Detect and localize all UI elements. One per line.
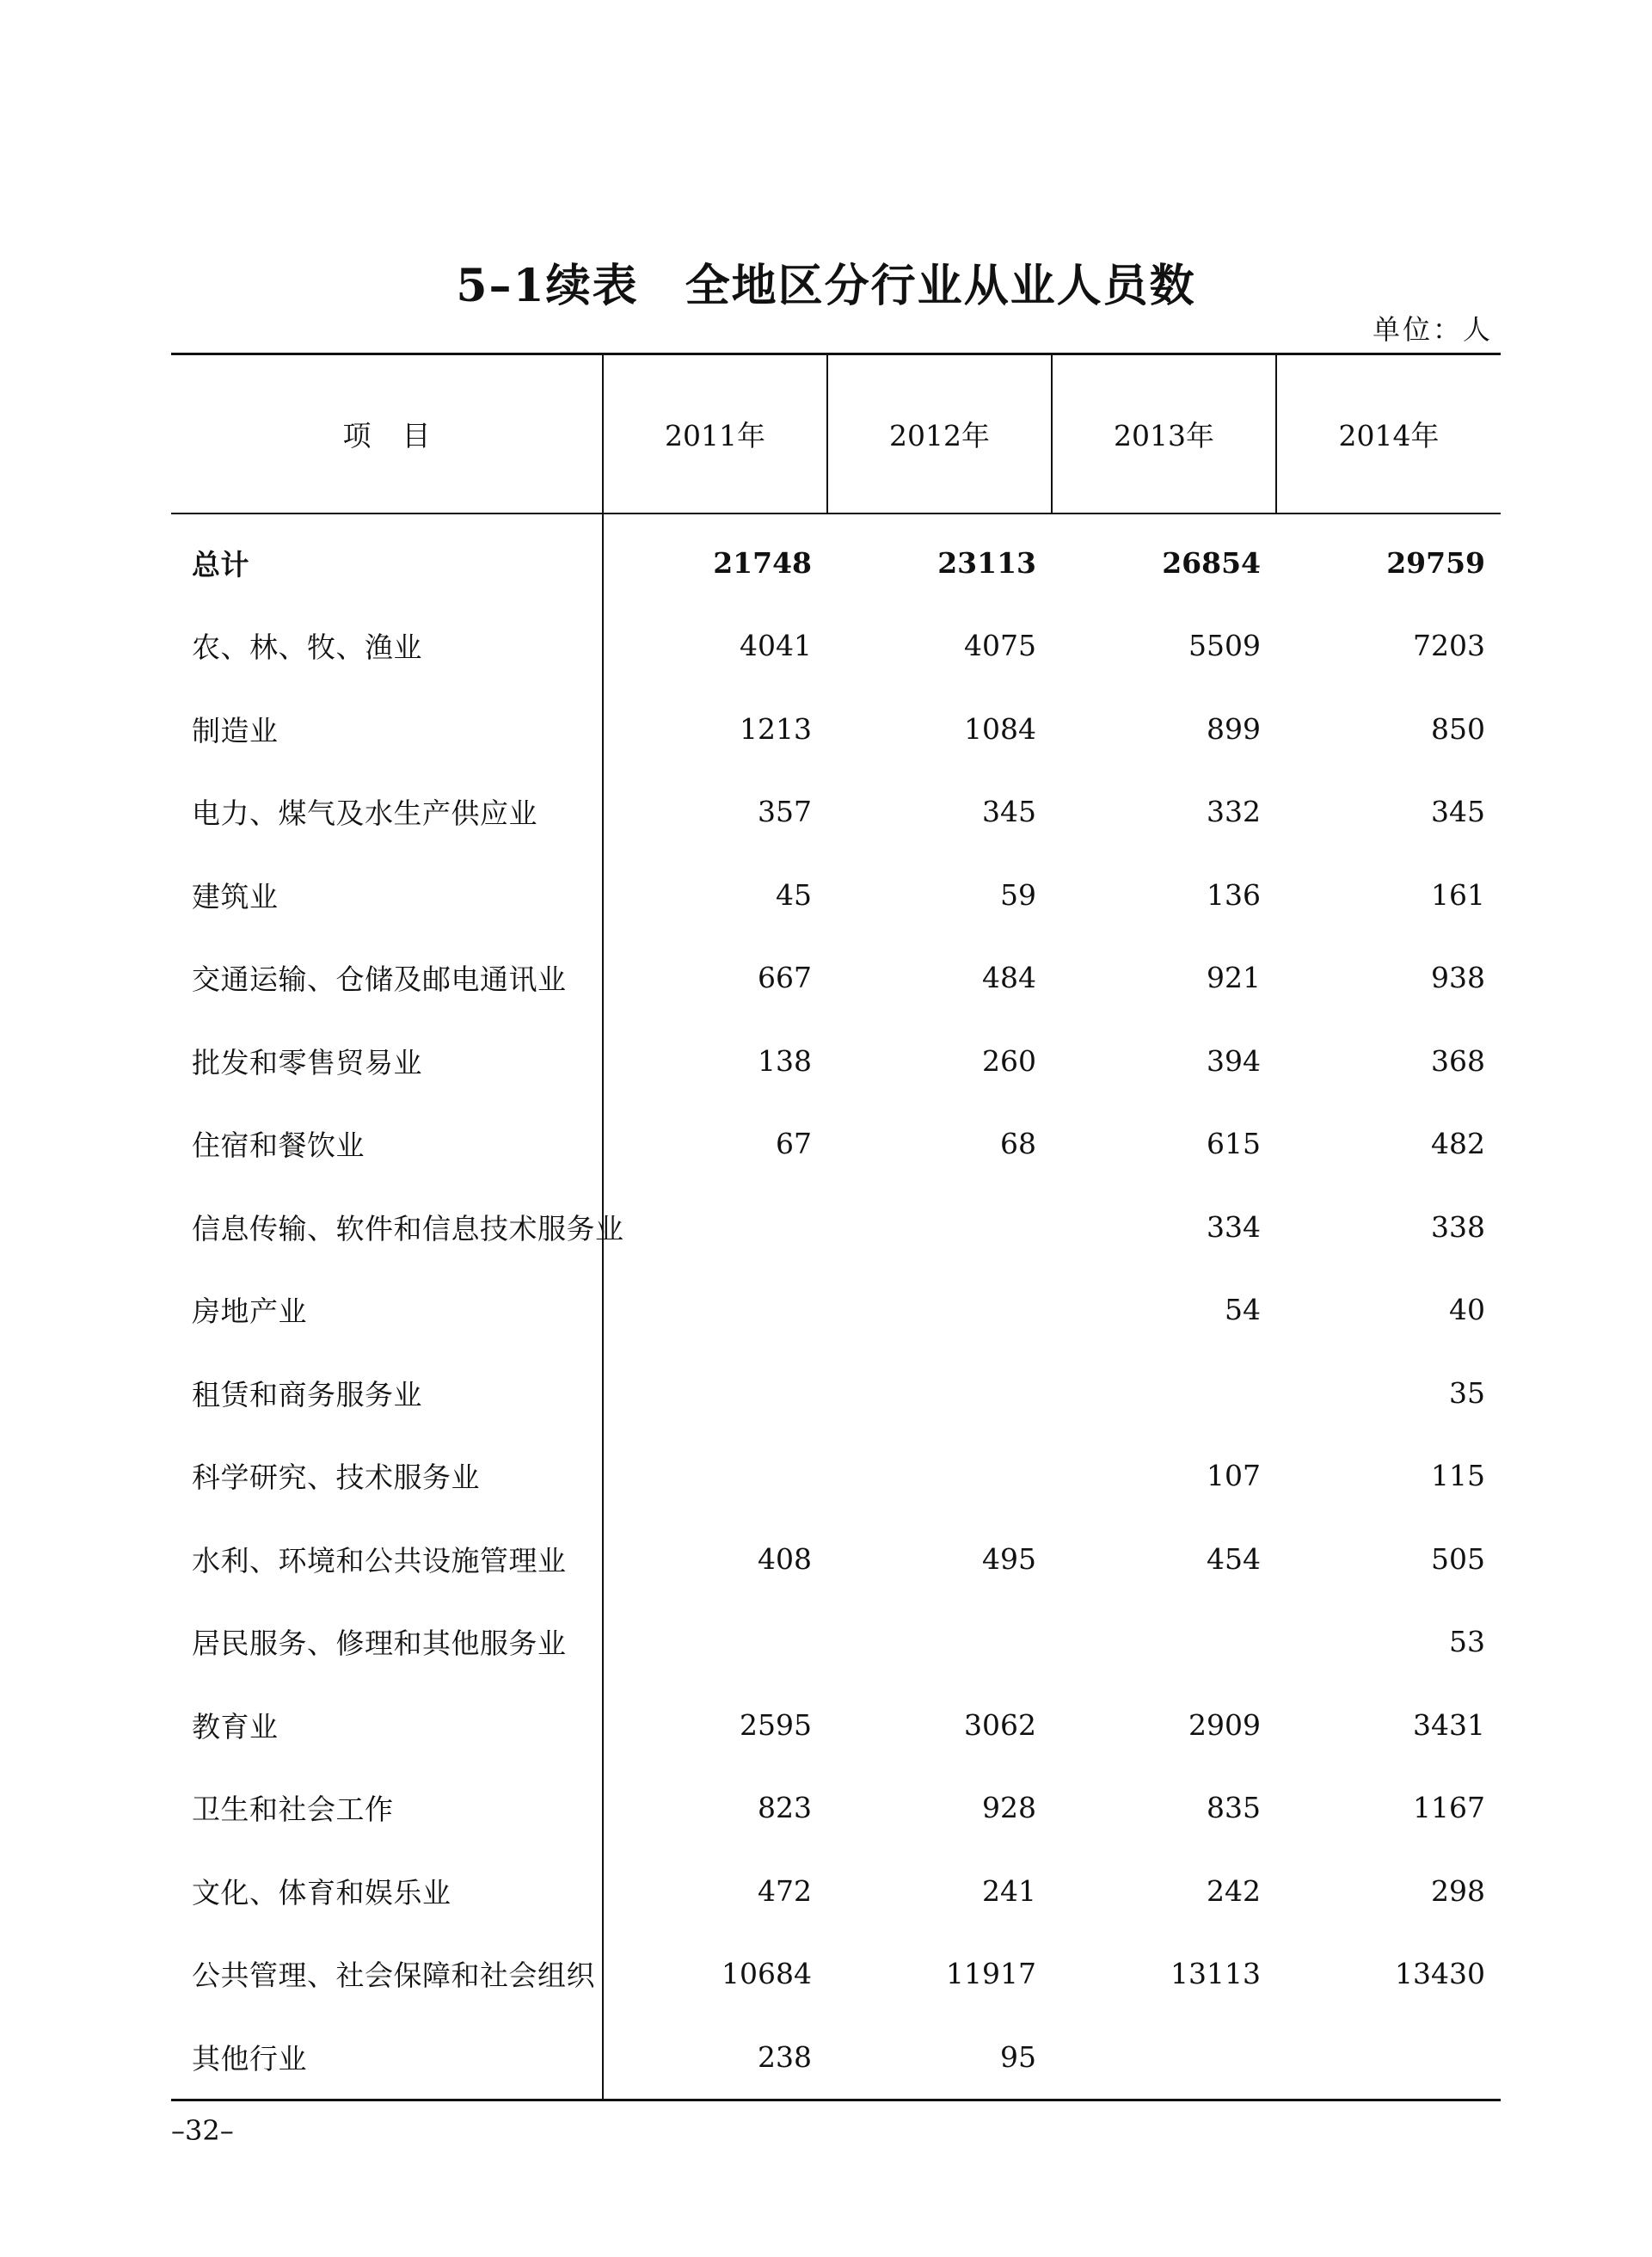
value-cell-2012: 241 bbox=[982, 1873, 1036, 1908]
industry-name: 教育业 bbox=[171, 1683, 603, 1767]
table-row bbox=[171, 1019, 1501, 1103]
value-cell-2014: 13430 bbox=[1395, 1957, 1485, 1991]
value-cell-2014: 1167 bbox=[1413, 1791, 1485, 1825]
table-row bbox=[171, 853, 1501, 937]
industry-name: 其他行业 bbox=[171, 2015, 603, 2100]
value-cell-2012: 68 bbox=[1000, 1127, 1036, 1161]
value-cell-2011: 45 bbox=[776, 877, 812, 912]
table-row bbox=[171, 2015, 1501, 2100]
table-header bbox=[171, 354, 1501, 514]
table-row bbox=[171, 937, 1501, 1020]
value-cell-2011: 67 bbox=[776, 1127, 812, 1161]
header-year-2011: 2011年 bbox=[603, 354, 827, 514]
value-cell-2012: 484 bbox=[982, 961, 1036, 995]
value-cell-2013: 26854 bbox=[1162, 545, 1261, 580]
table-row bbox=[171, 1601, 1501, 1684]
value-cell-2014: 298 bbox=[1431, 1873, 1485, 1908]
header-year-2012: 2012年 bbox=[827, 354, 1052, 514]
industry-name: 房地产业 bbox=[171, 1269, 603, 1352]
value-cell-2014 bbox=[1276, 2015, 1501, 2100]
industry-name: 卫生和社会工作 bbox=[171, 1767, 603, 1850]
value-cell-2013 bbox=[1052, 1601, 1276, 1684]
value-cell-2013: 332 bbox=[1207, 795, 1261, 829]
value-cell-2012 bbox=[827, 1435, 1052, 1518]
value-cell-2013: 394 bbox=[1207, 1043, 1261, 1078]
industry-name: 文化、体育和娱乐业 bbox=[171, 1849, 603, 1933]
industry-name: 租赁和商务服务业 bbox=[171, 1351, 603, 1435]
table-row bbox=[171, 1933, 1501, 2016]
industry-name: 信息传输、软件和信息技术服务业 bbox=[171, 1185, 603, 1269]
value-cell-2014: 938 bbox=[1431, 961, 1485, 995]
value-cell-2012: 928 bbox=[982, 1791, 1036, 1825]
value-cell-2011: 238 bbox=[758, 2039, 812, 2074]
table-row bbox=[171, 771, 1501, 854]
value-cell-2014: 29759 bbox=[1386, 545, 1485, 580]
industry-name: 农、林、牧、渔业 bbox=[171, 605, 603, 688]
value-cell-2012: 1084 bbox=[964, 711, 1036, 746]
table-row-total bbox=[171, 514, 1501, 605]
industry-name: 公共管理、社会保障和社会组织 bbox=[171, 1933, 603, 2016]
value-cell-2012: 59 bbox=[1000, 877, 1036, 912]
table-row bbox=[171, 1849, 1501, 1933]
value-cell-2012 bbox=[827, 1351, 1052, 1435]
value-cell-2014: 345 bbox=[1431, 795, 1485, 829]
value-cell-2012 bbox=[827, 1601, 1052, 1684]
table-row bbox=[171, 1185, 1501, 1269]
header-year-2013: 2013年 bbox=[1052, 354, 1276, 514]
industry-name: 制造业 bbox=[171, 687, 603, 771]
value-cell-2013: 13113 bbox=[1170, 1957, 1261, 1991]
industry-name: 交通运输、仓储及邮电通讯业 bbox=[171, 937, 603, 1020]
industry-name: 电力、煤气及水生产供应业 bbox=[171, 771, 603, 854]
value-cell-2011: 21748 bbox=[713, 545, 812, 580]
value-cell-2013: 334 bbox=[1207, 1209, 1261, 1244]
industry-name: 总计 bbox=[171, 514, 603, 605]
header-row bbox=[171, 354, 1501, 514]
value-cell-2011: 4041 bbox=[740, 629, 812, 663]
table-row bbox=[171, 605, 1501, 688]
value-cell-2014: 368 bbox=[1431, 1043, 1485, 1078]
value-cell-2014: 338 bbox=[1431, 1209, 1485, 1244]
industry-name: 建筑业 bbox=[171, 853, 603, 937]
value-cell-2014: 161 bbox=[1431, 877, 1485, 912]
industry-name: 居民服务、修理和其他服务业 bbox=[171, 1601, 603, 1684]
value-cell-2013: 54 bbox=[1225, 1293, 1261, 1327]
value-cell-2012: 260 bbox=[982, 1043, 1036, 1078]
header-year-2014: 2014年 bbox=[1276, 354, 1501, 514]
value-cell-2013 bbox=[1052, 2015, 1276, 2100]
table-row bbox=[171, 1435, 1501, 1518]
value-cell-2013: 107 bbox=[1207, 1459, 1261, 1493]
value-cell-2012: 3062 bbox=[964, 1707, 1036, 1742]
statistics-table-container bbox=[171, 353, 1501, 2101]
value-cell-2014: 505 bbox=[1431, 1541, 1485, 1576]
page-number: –32– bbox=[171, 2114, 234, 2147]
header-item: 项目 bbox=[171, 354, 603, 514]
value-cell-2011: 138 bbox=[758, 1043, 812, 1078]
value-cell-2011 bbox=[603, 1601, 827, 1684]
value-cell-2014: 115 bbox=[1431, 1459, 1485, 1493]
value-cell-2012: 345 bbox=[982, 795, 1036, 829]
employment-by-industry-table bbox=[171, 353, 1501, 2101]
table-row bbox=[171, 1351, 1501, 1435]
value-cell-2011: 1213 bbox=[740, 711, 812, 746]
value-cell-2011: 2595 bbox=[740, 1707, 812, 1742]
table-row bbox=[171, 1767, 1501, 1850]
value-cell-2012: 4075 bbox=[964, 629, 1036, 663]
value-cell-2011 bbox=[603, 1435, 827, 1518]
value-cell-2011: 472 bbox=[758, 1873, 812, 1908]
value-cell-2011: 408 bbox=[758, 1541, 812, 1576]
value-cell-2012: 95 bbox=[1000, 2039, 1036, 2074]
value-cell-2014: 7203 bbox=[1413, 629, 1485, 663]
value-cell-2012: 23113 bbox=[937, 545, 1036, 580]
value-cell-2012: 495 bbox=[982, 1541, 1036, 1576]
industry-name: 水利、环境和公共设施管理业 bbox=[171, 1517, 603, 1601]
value-cell-2013: 5509 bbox=[1188, 629, 1261, 663]
value-cell-2014: 40 bbox=[1449, 1293, 1485, 1327]
table-body bbox=[171, 514, 1501, 2100]
value-cell-2014: 850 bbox=[1431, 711, 1485, 746]
unit-label: 单位：人 bbox=[1372, 313, 1493, 346]
value-cell-2012 bbox=[827, 1269, 1052, 1352]
value-cell-2013: 899 bbox=[1207, 711, 1261, 746]
table-row bbox=[171, 1103, 1501, 1186]
value-cell-2013: 921 bbox=[1207, 961, 1261, 995]
industry-name: 批发和零售贸易业 bbox=[171, 1019, 603, 1103]
value-cell-2011 bbox=[603, 1185, 827, 1269]
value-cell-2014: 53 bbox=[1449, 1625, 1485, 1659]
value-cell-2011: 823 bbox=[758, 1791, 812, 1825]
value-cell-2014: 35 bbox=[1449, 1375, 1485, 1410]
value-cell-2013: 454 bbox=[1207, 1541, 1261, 1576]
value-cell-2013 bbox=[1052, 1351, 1276, 1435]
table-row bbox=[171, 687, 1501, 771]
industry-name: 住宿和餐饮业 bbox=[171, 1103, 603, 1186]
value-cell-2011 bbox=[603, 1269, 827, 1352]
table-row bbox=[171, 1269, 1501, 1352]
value-cell-2011 bbox=[603, 1351, 827, 1435]
value-cell-2014: 3431 bbox=[1413, 1707, 1485, 1742]
page-title: 5–1续表 全地区分行业从业人员数 bbox=[456, 260, 1196, 312]
value-cell-2012: 11917 bbox=[946, 1957, 1036, 1991]
value-cell-2011: 667 bbox=[758, 961, 812, 995]
value-cell-2013: 835 bbox=[1207, 1791, 1261, 1825]
industry-name: 科学研究、技术服务业 bbox=[171, 1435, 603, 1518]
value-cell-2011: 10684 bbox=[722, 1957, 812, 1991]
value-cell-2013: 136 bbox=[1207, 877, 1261, 912]
value-cell-2013: 615 bbox=[1207, 1127, 1261, 1161]
value-cell-2013: 2909 bbox=[1188, 1707, 1261, 1742]
value-cell-2012 bbox=[827, 1185, 1052, 1269]
value-cell-2014: 482 bbox=[1431, 1127, 1485, 1161]
table-row bbox=[171, 1683, 1501, 1767]
table-row bbox=[171, 1517, 1501, 1601]
value-cell-2013: 242 bbox=[1207, 1873, 1261, 1908]
value-cell-2011: 357 bbox=[758, 795, 812, 829]
